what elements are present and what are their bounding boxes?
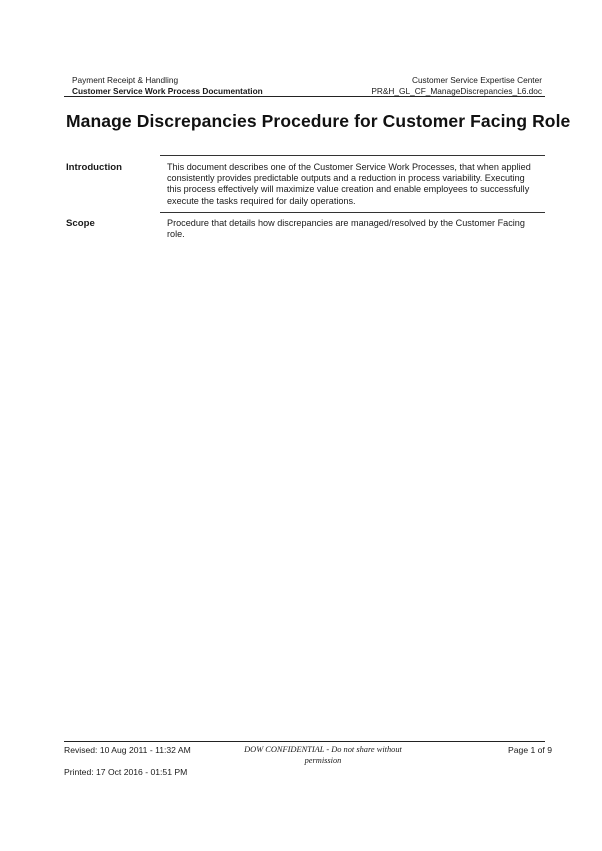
header-doc-series: Customer Service Work Process Documentation xyxy=(72,86,263,96)
introduction-divider xyxy=(160,155,545,156)
introduction-text: This document describes one of the Customer Service Work Processes, that when applied consistently provides predictable outputs and a reduction in process variability. Executing this process effectively will maximize value creation and enable employees to successfully execute the tasks required for daily operations. xyxy=(167,162,531,206)
header-center-name: Customer Service Expertise Center xyxy=(411,75,542,85)
introduction-label: Introduction xyxy=(66,162,122,173)
footer-divider xyxy=(64,741,545,742)
footer-page-number: Page 1 of 9 xyxy=(508,745,552,755)
header-filename: PR&H_GL_CF_ManageDiscrepancies_L6.doc xyxy=(371,86,542,96)
header-divider xyxy=(64,96,545,97)
header-department: Payment Receipt & Handling xyxy=(72,75,179,85)
footer-printed: Printed: 17 Oct 2016 - 01:51 PM xyxy=(64,767,188,777)
scope-divider xyxy=(160,212,545,213)
scope-text: Procedure that details how discrepancies are managed/resolved by the Customer Facing role. xyxy=(167,218,525,240)
footer-revised: Revised: 10 Aug 2011 - 11:32 AM xyxy=(64,745,191,755)
header-left xyxy=(72,75,263,97)
footer-confidential-notice: DOW CONFIDENTIAL - Do not share without permission xyxy=(244,745,402,765)
scope-label: Scope xyxy=(66,218,95,229)
document-title: Manage Discrepancies Procedure for Customer Facing Role xyxy=(66,111,571,131)
header-right xyxy=(371,75,542,97)
